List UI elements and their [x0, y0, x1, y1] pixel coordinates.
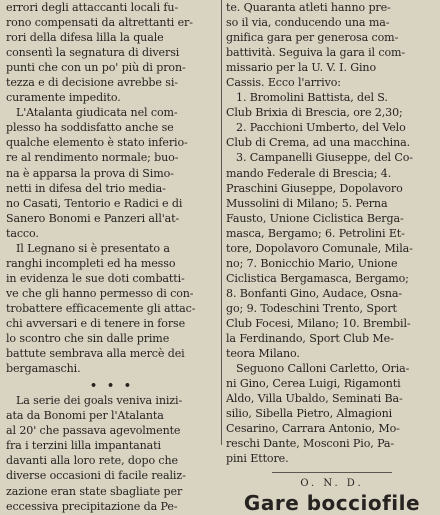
left-column-line: Il Legnano si è presentato a [16, 241, 170, 255]
right-column-line: Club di Crema, ad una macchina. [226, 136, 411, 150]
right-column-line: no; 7. Bonicchio Mario, Unione [226, 256, 398, 270]
left-column-line: qualche elemento è stato inferio- [6, 136, 188, 150]
left-column-line: Sanero Bonomi e Panzeri all'at- [6, 211, 180, 225]
right-column-line: 8. Bonfanti Gino, Audace, Osna- [226, 286, 403, 300]
right-column-line: te. Quaranta atleti hanno pre- [226, 1, 391, 14]
right-column-line: 1. Bromolini Battista, del S. [236, 91, 388, 105]
left-column-line: chi avversari e di tenere in forse [6, 316, 186, 330]
section-divider [272, 472, 392, 473]
right-column-line: mando Federale di Brescia; 4. [226, 166, 392, 180]
right-column-line: teora Milano. [226, 347, 300, 361]
article-headline: Gare bocciofile [243, 491, 421, 515]
right-column-line: Club Brixia di Brescia, ore 2,30; [226, 106, 403, 120]
left-column-line: netti in difesa del trio media- [6, 181, 166, 195]
right-column-line: Cesarino, Carrara Antonio, Mo- [226, 422, 400, 436]
left-column-line: na è apparsa la prova di Simo- [6, 166, 174, 180]
left-column-line: plesso ha soddisfatto anche se [6, 121, 174, 135]
right-column-line: ni Gino, Cerea Luigi, Rigamonti [226, 377, 401, 391]
right-column-line: silio, Sibella Pietro, Almagioni [226, 407, 393, 421]
right-column-line: Aldo, Villa Ubaldo, Seminati Ba- [226, 392, 403, 406]
right-column-line: so il via, conducendo una ma- [226, 16, 390, 30]
column-rule [221, 0, 222, 445]
left-column [6, 0, 218, 514]
left-column-line: ve che gli hanno permesso di con- [6, 286, 194, 300]
left-column-line: rono compensati da altrettanti er- [6, 16, 193, 30]
left-column-line: al 20' che passava agevolmente [6, 424, 181, 438]
right-column-line: go; 9. Todeschini Trento, Sport [226, 301, 397, 315]
right-column-line: Ciclistica Bergamasca, Bergamo; [226, 271, 409, 285]
left-column-line: ranghi incompleti ed ha messo [6, 256, 176, 270]
right-column-line: la Ferdinando, Sport Club Me- [226, 332, 394, 346]
right-column-line: Praschini Giuseppe, Dopolavoro [226, 181, 403, 195]
right-column-line: 3. Campanelli Giuseppe, del Co- [236, 151, 413, 165]
left-column-line: La serie dei goals veniva inizi- [16, 394, 183, 408]
left-column-line: rori della difesa lilla la quale [6, 31, 164, 45]
left-column-line: trobattere efficacemente gli attac- [6, 301, 196, 315]
left-column-line: errori degli attaccanti locali fu- [6, 1, 179, 14]
right-column-line: pini Ettore. [226, 452, 289, 466]
right-column-line: masca, Bergamo; 6. Petrolini Et- [226, 226, 405, 240]
right-column-line: gnifica gara per generosa com- [226, 31, 399, 45]
left-column-line: eccessiva precipitazione da Pe- [6, 499, 178, 513]
left-column-line: no Casati, Tentorio e Radici e di [6, 196, 183, 210]
left-column-line: lo scontro che sin dalle prime [6, 332, 170, 346]
section-head: O. N. D. [300, 478, 364, 490]
right-column [226, 0, 438, 515]
left-column-line: tezza e di decisione avrebbe si- [6, 76, 178, 90]
right-column-line: 2. Pacchioni Umberto, del Velo [236, 121, 406, 135]
left-column-line: punti che con un po' più di pron- [6, 61, 186, 75]
left-column-line: davanti alla loro rete, dopo che [6, 454, 178, 468]
right-column-line: missario per la U. V. I. Gino [226, 61, 377, 75]
right-column-line: battività. Seguiva la gara il com- [226, 46, 406, 60]
left-column-line: fra i terzini lilla impantanati [6, 439, 161, 453]
right-column-line: Fausto, Unione Ciclistica Berga- [226, 211, 404, 225]
left-column-line: battute sembrava alla mercè dei [6, 347, 185, 361]
right-column-line: Club Focesi, Milano; 10. Brembil- [226, 316, 411, 330]
left-column-line: tacco. [6, 226, 39, 240]
left-column-line: ata da Bonomi per l'Atalanta [6, 409, 164, 423]
left-column-line: • • • [90, 379, 134, 393]
right-column-line: Mussolini di Milano; 5. Perna [226, 196, 388, 210]
left-column-line: zazione eran state sbagliate per [6, 484, 183, 498]
right-column-line: tore, Dopolavoro Comunale, Mila- [226, 241, 413, 255]
left-column-line: re al rendimento normale; buo- [6, 151, 179, 165]
left-column-line: curamente impedito. [6, 91, 121, 105]
left-column-line: diverse occasioni di facile realiz- [6, 469, 186, 483]
left-column-line: consentì la segnatura di diversi [6, 46, 180, 60]
left-column-line: bergamaschi. [6, 362, 81, 376]
left-column-line: L'Atalanta giudicata nel com- [16, 106, 178, 120]
left-column-line: in evidenza le sue doti combatti- [6, 271, 185, 285]
right-column-line: reschi Dante, Mosconi Pio, Pa- [226, 437, 395, 451]
right-column-line: Cassis. Ecco l'arrivo: [226, 76, 341, 90]
right-column-line: Seguono Calloni Carletto, Oria- [236, 362, 410, 376]
